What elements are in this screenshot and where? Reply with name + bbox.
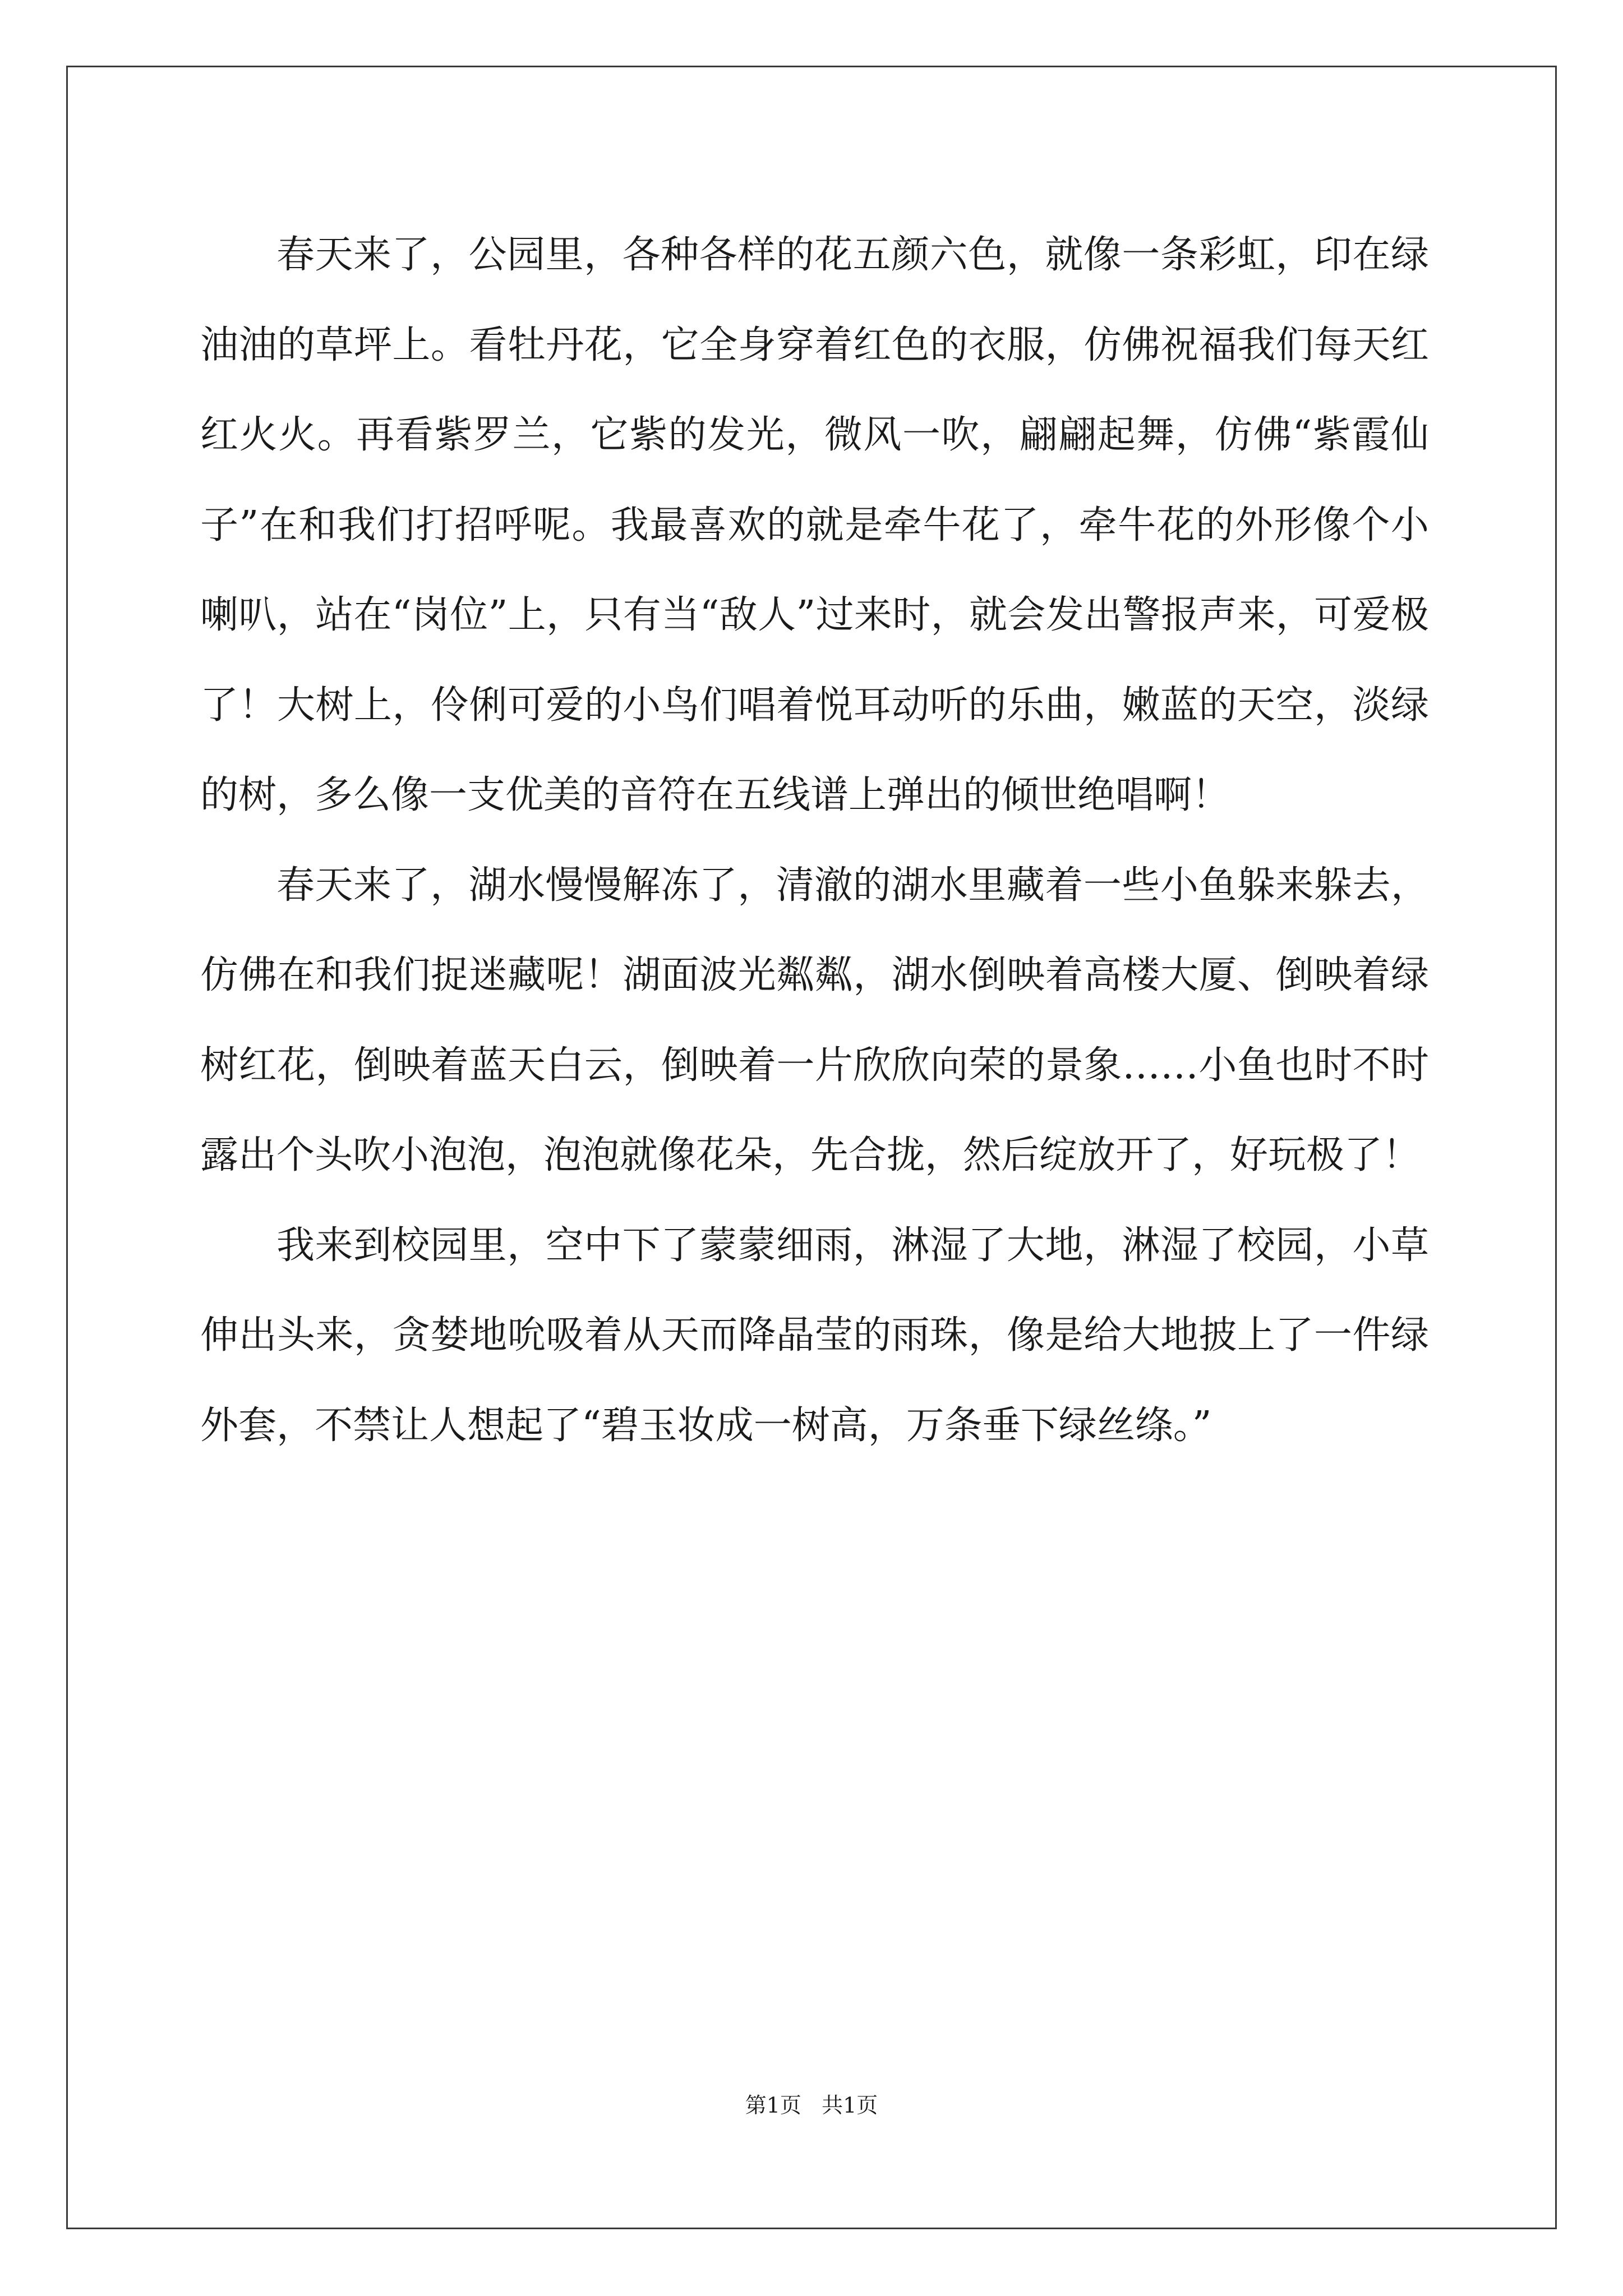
document-body (200, 210, 1429, 1471)
paragraph-3: 我来到校园里，空中下了蒙蒙细雨，淋湿了大地，淋湿了校园，小草伸出头来，贪婪地吮吸着从天而降晶莹的雨珠，像是给大地披上了一件绿外套，不禁让人想起了“碧玉妆成一树高，万条垂下绿丝绦。” (200, 1223, 1429, 1448)
paragraph-1: 春天来了，公园里，各种各样的花五颜六色，就像一条彩虹，印在绿油油的草坪上。看牡丹花，它全身穿着红色的衣服，仿佛祝福我们每天红红火火。再看紫罗兰，它紫的发光，微风一吹，翩翩起舞，仿佛“紫霞仙子”在和我们打招呼呢。我最喜欢的就是牵牛花了，牵牛花的外形像个小喇叭，站在“岗位”上，只有当“敌人”过来时，就会发出警报声来，可爱极了！大树上，伶俐可爱的小鸟们唱着悦耳动听的乐曲，嫩蓝的天空，淡绿的树，多么像一支优美的音符在五线谱上弹出的倾世绝唱啊！ (200, 233, 1429, 817)
paragraph-2: 春天来了，湖水慢慢解冻了，清澈的湖水里藏着一些小鱼躲来躲去，仿佛在和我们捉迷藏呢！湖面波光粼粼，湖水倒映着高楼大厦、倒映着绿树红花，倒映着蓝天白云，倒映着一片欣欣向荣的景象……小鱼也时不时露出个头吹小泡泡，泡泡就像花朵，先合拢，然后绽放开了，好玩极了！ (200, 863, 1429, 1177)
page-number-footer: 第1页 共1页 (745, 2093, 878, 2118)
